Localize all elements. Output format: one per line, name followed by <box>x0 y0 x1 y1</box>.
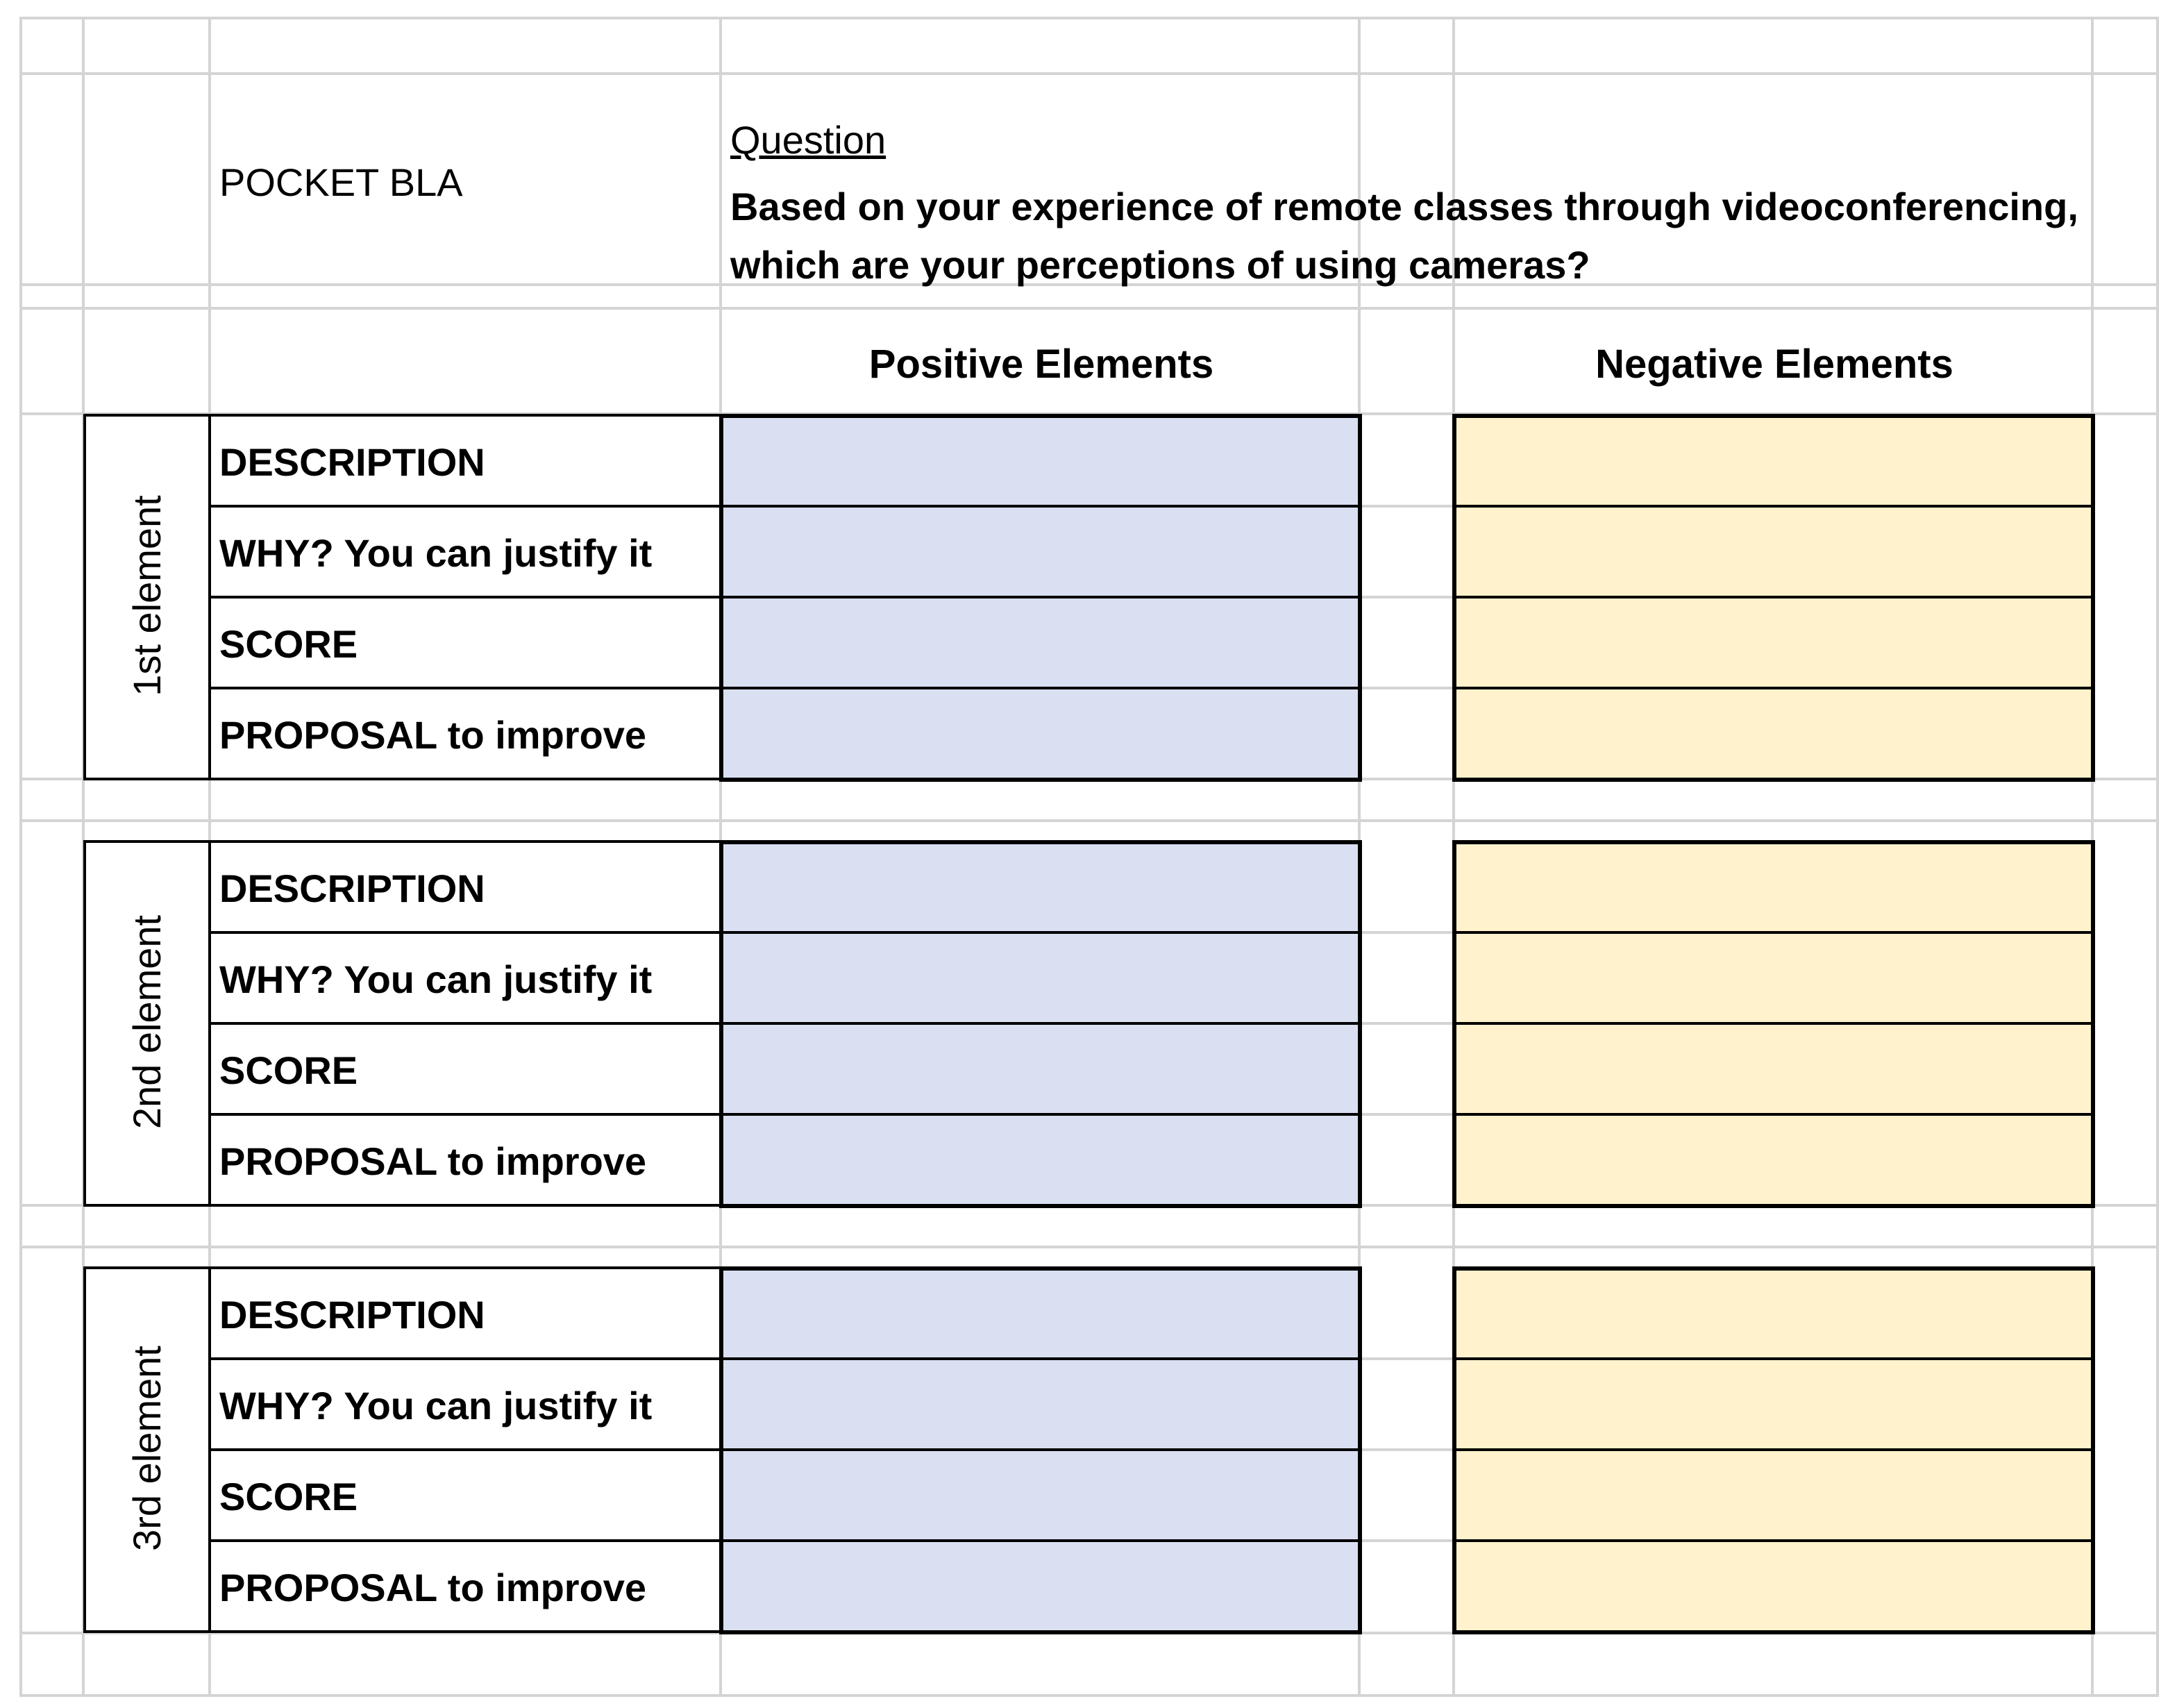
border-line <box>83 840 86 1207</box>
border-line <box>83 1266 719 1269</box>
positive-cell[interactable] <box>719 931 1358 1022</box>
border-line <box>1358 1266 1362 1634</box>
border-line <box>83 840 719 843</box>
question-label: Question <box>730 118 886 162</box>
row-label: SCORE <box>219 1048 358 1092</box>
positive-cell[interactable] <box>719 596 1358 687</box>
negative-cell[interactable] <box>1452 1357 2091 1448</box>
border-line <box>83 778 719 780</box>
negative-cell[interactable] <box>1452 1539 2091 1630</box>
border-line <box>719 778 1362 782</box>
border-line <box>208 687 719 689</box>
border-line <box>1452 778 2095 782</box>
negative-cell[interactable] <box>1452 505 2091 596</box>
border-line <box>1358 840 1362 1208</box>
border-line <box>83 1204 719 1207</box>
border-line <box>1452 931 2091 934</box>
row-label: PROPOSAL to improve <box>219 1566 647 1609</box>
row-label: DESCRIPTION <box>219 866 485 910</box>
positive-cell[interactable] <box>719 505 1358 596</box>
gridline-horizontal <box>1358 505 1452 508</box>
row-label: WHY? You can justify it <box>219 531 653 575</box>
row-label: SCORE <box>219 1475 358 1518</box>
negative-cell[interactable] <box>1452 931 2091 1022</box>
gridline-horizontal <box>19 307 2159 310</box>
gridline-horizontal <box>1358 1448 1452 1451</box>
border-line <box>83 414 719 417</box>
gridline-horizontal <box>19 72 2159 75</box>
border-line <box>719 687 1358 689</box>
border-line <box>1452 1022 2091 1025</box>
gridline-horizontal <box>19 1246 2159 1248</box>
border-line <box>719 1630 1362 1634</box>
border-line <box>1452 414 2095 418</box>
border-line <box>83 1630 719 1633</box>
gridline-horizontal <box>1358 1113 1452 1116</box>
border-line <box>719 1539 1358 1542</box>
border-line <box>719 1113 1358 1116</box>
gridline-horizontal <box>19 819 2159 822</box>
row-label: PROPOSAL to improve <box>219 1139 647 1183</box>
border-line <box>208 1357 719 1360</box>
border-line <box>719 505 1358 508</box>
border-line <box>83 414 86 780</box>
gridline-horizontal <box>19 1694 2159 1697</box>
negative-cell[interactable] <box>1452 414 2091 505</box>
gridline-horizontal <box>1358 1357 1452 1360</box>
border-line <box>1452 1113 2091 1116</box>
row-label: PROPOSAL to improve <box>219 713 647 757</box>
positive-cell[interactable] <box>719 1266 1358 1357</box>
border-line <box>83 1266 86 1633</box>
negative-cell[interactable] <box>1452 1266 2091 1357</box>
gridline-horizontal <box>1358 1539 1452 1542</box>
border-line <box>719 1266 1362 1271</box>
group-label: 1st element <box>125 495 169 696</box>
border-line <box>208 1113 719 1116</box>
border-line <box>1452 1357 2091 1360</box>
row-label: SCORE <box>219 622 358 666</box>
border-line <box>1452 687 2091 689</box>
positive-cell[interactable] <box>719 1539 1358 1630</box>
negative-cell[interactable] <box>1452 1022 2091 1113</box>
border-line <box>1452 1630 2095 1634</box>
border-line <box>208 505 719 508</box>
row-label: WHY? You can justify it <box>219 957 653 1001</box>
border-line <box>208 931 719 934</box>
border-line <box>719 414 1362 418</box>
negative-cell[interactable] <box>1452 1113 2091 1204</box>
positive-cell[interactable] <box>719 1357 1358 1448</box>
row-label: DESCRIPTION <box>219 1293 485 1337</box>
border-line <box>208 596 719 598</box>
negative-cell[interactable] <box>1452 596 2091 687</box>
positive-cell[interactable] <box>719 1022 1358 1113</box>
border-line <box>2091 840 2095 1208</box>
border-line <box>719 1357 1358 1360</box>
column-header-positive: Positive Elements <box>868 342 1214 387</box>
border-line <box>1452 1448 2091 1451</box>
border-line <box>2091 1266 2095 1634</box>
border-line <box>2091 414 2095 782</box>
border-line <box>1452 1204 2095 1208</box>
group-label: 3rd element <box>125 1346 169 1551</box>
border-line <box>1452 1266 2095 1271</box>
row-label: WHY? You can justify it <box>219 1384 653 1427</box>
sheet-title: POCKET BLA <box>219 160 463 204</box>
gridline-horizontal <box>1358 931 1452 934</box>
border-line <box>1452 505 2091 508</box>
positive-cell[interactable] <box>719 414 1358 505</box>
group-label: 2nd element <box>125 914 169 1130</box>
gridline-vertical <box>19 17 22 1697</box>
border-line <box>1358 414 1362 782</box>
row-label: DESCRIPTION <box>219 440 485 484</box>
border-line <box>719 1022 1358 1025</box>
positive-cell[interactable] <box>719 840 1358 931</box>
border-line <box>719 1448 1358 1451</box>
positive-cell[interactable] <box>719 1113 1358 1204</box>
border-line <box>208 1539 719 1542</box>
gridline-horizontal <box>1358 1022 1452 1025</box>
border-line <box>719 1204 1362 1208</box>
border-line <box>1452 596 2091 598</box>
border-line <box>1452 1539 2091 1542</box>
border-line <box>208 1022 719 1025</box>
border-line <box>719 596 1358 598</box>
negative-cell[interactable] <box>1452 840 2091 931</box>
negative-cell[interactable] <box>1452 687 2091 778</box>
gridline-horizontal <box>1358 687 1452 689</box>
border-line <box>208 1448 719 1451</box>
gridline-horizontal <box>19 17 2159 19</box>
border-line <box>719 931 1358 934</box>
border-line <box>1452 840 2095 844</box>
gridline-horizontal <box>1358 596 1452 598</box>
border-line <box>719 840 1362 844</box>
question-text: Based on your experience of remote classes through videoconferencing, which are your perceptions of using cameras? <box>730 185 2078 287</box>
negative-cell[interactable] <box>1452 1448 2091 1539</box>
column-header-negative: Negative Elements <box>1595 342 1953 387</box>
positive-cell[interactable] <box>719 1448 1358 1539</box>
gridline-vertical <box>2156 17 2159 1697</box>
positive-cell[interactable] <box>719 687 1358 778</box>
